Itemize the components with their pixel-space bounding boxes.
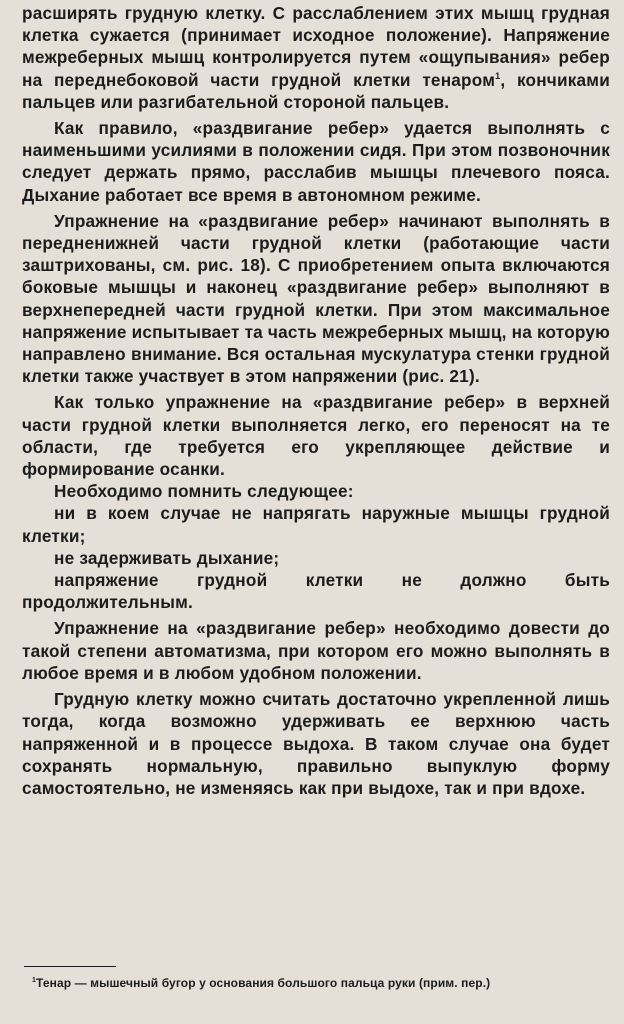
footnote-mark: 1 xyxy=(32,977,36,984)
footnote-text: Тенар — мышечный бугор у основания большого пальца руки (прим. пер.) xyxy=(36,976,491,990)
paragraph-1-text-end: , кончиками пальцев или разгибательной стороной пальцев. xyxy=(22,69,610,112)
paragraph-4: Как только упражнение на «раздвигание ребер» в верхней части грудной клетки выполняется легко, его переносят на те области, где требуется его укрепляющее действие и формирование осанки. xyxy=(22,392,610,480)
footnote xyxy=(22,974,610,992)
list-item-2: не задерживать дыхание; xyxy=(54,547,280,568)
footnote-divider xyxy=(24,966,116,967)
paragraph-1 xyxy=(22,2,610,113)
list-item-1: ни в коем случае не напрягать наружные мышцы грудной клетки; xyxy=(22,503,610,546)
paragraph-6: Упражнение на «раздвигание ребер» необходимо довести до такой степени автоматизма, при котором его можно выполнять в любое время и в любом удобном положении. xyxy=(22,618,610,683)
paragraph-2: Как правило, «раздвигание ребер» удается выполнять с наименьшими усилиями в положении сидя. При этом позвоночник следует держать прямо, расслабив мышцы плечевого пояса. Дыхание работает все время в автономном режиме. xyxy=(22,118,610,205)
paragraph-7: Грудную клетку можно считать достаточно укрепленной лишь тогда, когда возможно удерживать ее верхнюю часть напряженной и в процессе выдоха. В таком случае она будет сохранять нормальную, правильно выпуклую форму самостоятельно, не изменяясь как при выдохе, так и при вдохе. xyxy=(22,689,610,798)
list-item-3: напряжение грудной клетки не должно быть продолжительным. xyxy=(22,570,610,613)
paragraph-3: Упражнение на «раздвигание ребер» начинают выполнять в передненижней части грудной клетки (работающие части заштрихованы, см. рис. 18). С приобретением опыта включаются боковые мышцы и наконец «раздвигание ребер» выполняют в верхнепередней части грудной клетки. При этом максимальное напряжение испытывает та часть межреберных мышц, на которую направлено внимание. Вся остальная мускулатура стенки грудной клетки также участвует в этом напряжении (рис. 21). xyxy=(22,210,610,387)
footnote-reference: 1 xyxy=(495,70,501,81)
paragraph-5: Необходимо помнить следующее: xyxy=(54,481,354,502)
paragraph-1-text: расширять грудную клетку. С расслаблением этих мышц грудная клетка сужается (принимает исходное положение). Напряжение межреберных мышц контролируется путем «ощупывания» ребер на переднебоковой части грудной клетки тенаром xyxy=(22,3,610,90)
main-text xyxy=(22,2,610,799)
